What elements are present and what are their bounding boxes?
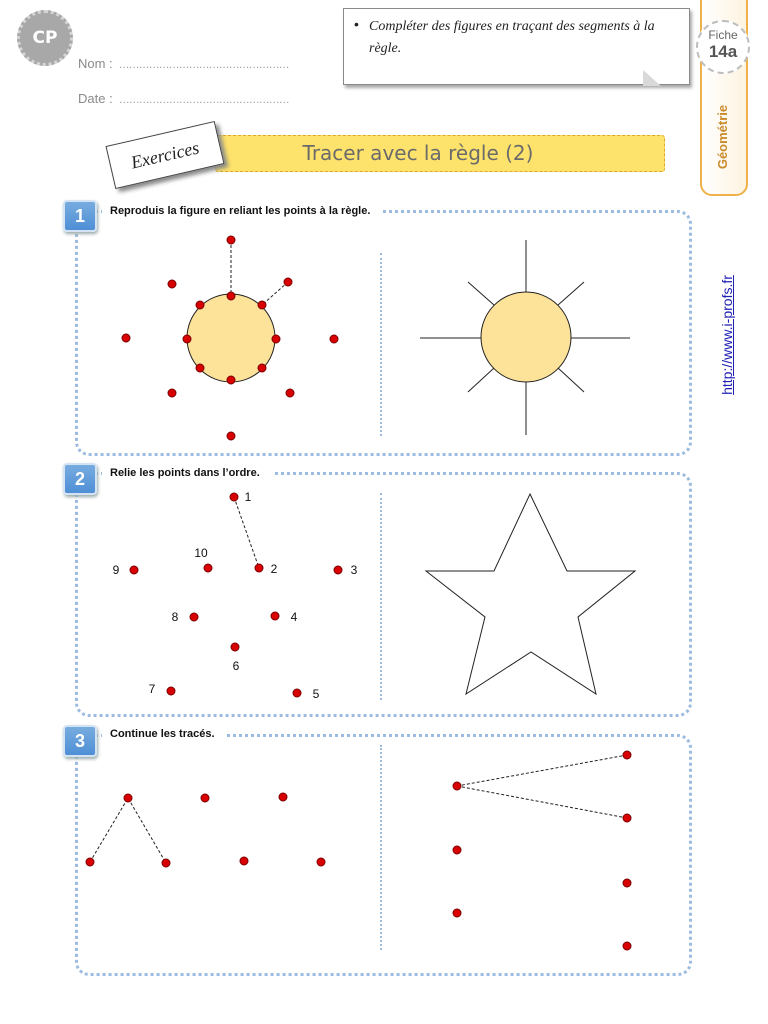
- point-8[interactable]: [190, 613, 198, 621]
- point-label-2: 2: [270, 562, 278, 576]
- point[interactable]: [227, 236, 235, 244]
- fiche-label: Fiche: [708, 28, 738, 42]
- point-label-1: 1: [244, 490, 252, 504]
- exercise-1-instruction: Reproduis la figure en reliant les points à la règle.: [102, 204, 382, 218]
- point[interactable]: [162, 859, 170, 867]
- exercise-1-model-to-complete: [122, 236, 338, 440]
- point[interactable]: [453, 909, 461, 917]
- point[interactable]: [168, 389, 176, 397]
- point[interactable]: [317, 858, 325, 866]
- exercise-3-number-badge: 3: [63, 725, 97, 757]
- point-10[interactable]: [204, 564, 212, 572]
- point-5[interactable]: [293, 689, 301, 697]
- point[interactable]: [183, 335, 191, 343]
- point[interactable]: [284, 278, 292, 286]
- page-title: Tracer avec la règle (2): [215, 135, 665, 172]
- point[interactable]: [124, 794, 132, 802]
- point-label-6: 6: [232, 659, 240, 673]
- traced-segment: [457, 755, 627, 786]
- point[interactable]: [122, 334, 130, 342]
- exercise-1-model-sun: [420, 240, 630, 435]
- subject-label: Géométrie: [715, 104, 730, 170]
- point-label-8: 8: [171, 610, 179, 624]
- model-star: [426, 494, 635, 694]
- point-1[interactable]: [230, 493, 238, 501]
- point[interactable]: [196, 364, 204, 372]
- point-label-7: 7: [148, 682, 156, 696]
- point[interactable]: [86, 858, 94, 866]
- exercise-2-numbered-points: [113, 490, 358, 701]
- exercise-3-instruction: Continue les tracés.: [102, 727, 227, 741]
- point[interactable]: [330, 335, 338, 343]
- bullet-icon: •: [354, 16, 359, 32]
- point[interactable]: [227, 292, 235, 300]
- sun-ray: [468, 282, 494, 305]
- point[interactable]: [453, 782, 461, 790]
- exercise-3-zigzag: [86, 793, 325, 867]
- point[interactable]: [201, 794, 209, 802]
- name-label: Nom :: [78, 56, 113, 71]
- point-4[interactable]: [271, 612, 279, 620]
- point[interactable]: [227, 432, 235, 440]
- point[interactable]: [168, 280, 176, 288]
- traced-segment: [262, 282, 288, 305]
- name-field[interactable]: ……………………………………………: [118, 59, 289, 71]
- exercise-3-fan: [453, 751, 631, 950]
- point[interactable]: [623, 751, 631, 759]
- traced-segment: [90, 798, 166, 863]
- point[interactable]: [286, 389, 294, 397]
- point-label-9: 9: [112, 563, 120, 577]
- point[interactable]: [453, 846, 461, 854]
- point-label-5: 5: [312, 687, 320, 701]
- date-label: Date :: [78, 91, 113, 106]
- date-field[interactable]: ……………………………………………: [118, 94, 289, 106]
- exercise-2-number-badge: 2: [63, 463, 97, 495]
- point[interactable]: [623, 942, 631, 950]
- point[interactable]: [272, 335, 280, 343]
- sun-ray: [468, 368, 494, 392]
- website-link[interactable]: http://www.i-profs.fr: [719, 275, 735, 395]
- exercise-1-number-badge: 1: [63, 200, 97, 232]
- point-label-10: 10: [194, 546, 208, 560]
- point-label-4: 4: [290, 610, 298, 624]
- sun-disc: [481, 292, 571, 382]
- point[interactable]: [227, 376, 235, 384]
- traced-segment: [234, 497, 259, 568]
- point[interactable]: [623, 879, 631, 887]
- sun-ray: [558, 368, 584, 392]
- exercices-stamp: Exercices: [105, 121, 224, 189]
- point-3[interactable]: [334, 566, 342, 574]
- point[interactable]: [623, 814, 631, 822]
- exercise-2-instruction: Relie les points dans l’ordre.: [102, 466, 272, 480]
- fiche-number: 14a: [708, 42, 738, 61]
- point-label-3: 3: [350, 563, 358, 577]
- point[interactable]: [258, 301, 266, 309]
- point[interactable]: [196, 301, 204, 309]
- point-6[interactable]: [231, 643, 239, 651]
- point[interactable]: [279, 793, 287, 801]
- point[interactable]: [240, 857, 248, 865]
- instruction-text: Compléter des figures en traçant des segments à la règle.: [369, 19, 655, 56]
- point[interactable]: [258, 364, 266, 372]
- sun-ray: [558, 282, 584, 305]
- point-2[interactable]: [255, 564, 263, 572]
- traced-segment: [457, 786, 627, 818]
- point-9[interactable]: [130, 566, 138, 574]
- point-7[interactable]: [167, 687, 175, 695]
- grade-badge: CP: [17, 10, 73, 66]
